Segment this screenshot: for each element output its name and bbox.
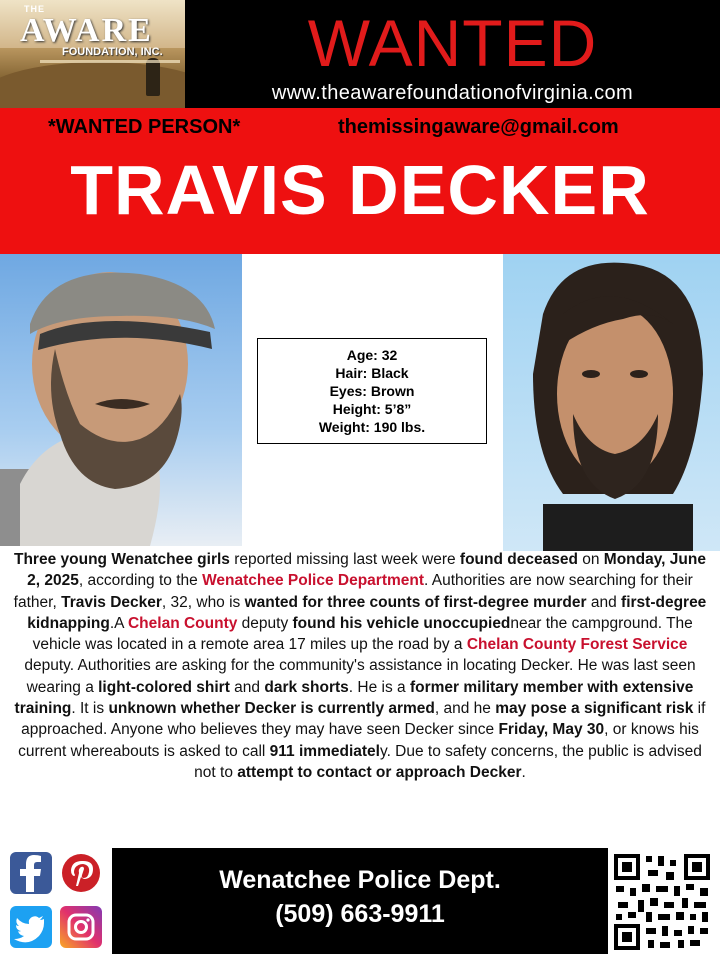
story-segment: near the campground. The vehicle was located in a remote area 17 miles up the road by a — [32, 614, 693, 654]
police-department: Wenatchee Police Dept. — [219, 866, 501, 894]
photo-right-drawing — [503, 254, 720, 551]
story-segment: , or knows his current whereabouts is asked to call — [18, 721, 699, 760]
aware-foundation-logo — [0, 0, 185, 108]
social-icons — [10, 848, 110, 952]
story-segment: , 32, who is — [161, 593, 245, 611]
story-segment: Three young Wenatchee girls — [14, 551, 230, 568]
story-segment: Chelan County — [127, 614, 238, 632]
story-segment: y. Due to safety concerns, the public is advised not to — [194, 742, 702, 781]
instagram-icon[interactable] — [60, 906, 102, 948]
qr-code[interactable] — [612, 852, 712, 952]
email-link[interactable]: themissingaware@gmail.com — [338, 116, 619, 138]
story-segment: found deceased — [459, 551, 578, 568]
description-box — [257, 338, 487, 444]
story-segment: deputy — [237, 614, 293, 632]
story-segment: unknown whether Decker is currently armed — [108, 700, 435, 718]
story-segment: light-colored shirt — [98, 678, 230, 696]
story-segment: . Authorities are now searching for their father, — [13, 572, 693, 611]
story-segment: former military member with extensive training — [14, 678, 694, 718]
story-segment: Friday, May 30 — [498, 721, 605, 739]
phone-number[interactable]: (509) 663-9911 — [275, 900, 445, 928]
story-segment: , according to the — [78, 572, 203, 590]
logo-the: THE — [24, 4, 45, 14]
pinterest-icon[interactable] — [60, 852, 102, 894]
suspect-photo-left — [0, 254, 242, 546]
story-segment: . — [521, 763, 526, 781]
website-link[interactable]: www.theawarefoundationofvirginia.com — [271, 82, 634, 104]
story-segment: if approached. Anyone who believes they may have seen Decker since — [21, 700, 706, 739]
story-segment: and — [229, 678, 265, 696]
age-value: Age: 32 — [346, 347, 398, 363]
hair-value: Hair: Black — [335, 365, 409, 381]
story-segment: dark shorts — [264, 678, 349, 696]
eyes-value: Eyes: Brown — [329, 383, 415, 399]
story-segment: , and he — [434, 700, 496, 718]
story-segment: . He is a — [348, 678, 410, 696]
story-segment: deputy. Authorities are asking for the community's assistance in locating Decker. He was last seen wearing a — [24, 657, 696, 696]
story-segment: Travis Decker — [61, 593, 162, 611]
weight-value: Weight: 190 lbs. — [318, 419, 426, 435]
story-segment: 911 immediatel — [269, 742, 380, 760]
story-segment: attempt to contact or approach Decker — [237, 763, 522, 781]
story-segment: Wenatchee Police Department — [202, 572, 425, 590]
twitter-icon[interactable] — [10, 906, 52, 948]
story-segment: . It is — [71, 700, 109, 718]
logo-figure — [146, 58, 160, 96]
story-segment: reported missing last week were — [229, 551, 460, 568]
logo-tagline-bar — [40, 60, 180, 63]
logo-foundation: FOUNDATION, INC. — [62, 46, 163, 58]
suspect-name: TRAVIS DECKER — [70, 151, 650, 229]
facebook-icon[interactable] — [10, 852, 52, 894]
logo-aware: AWARE — [20, 12, 153, 49]
story-segment: .A — [109, 614, 128, 632]
story-segment: Chelan County Forest Service — [466, 636, 688, 654]
wanted-heading: WANTED — [307, 6, 598, 80]
suspect-photo-right — [503, 254, 720, 551]
story-segment: wanted for three counts of first-degree murder — [244, 593, 587, 611]
case-description-paragraph — [10, 549, 710, 783]
story-segment: first-degree kidnapping — [27, 593, 707, 632]
story-segment: Monday, June 2, 2025 — [27, 551, 706, 590]
story-segment: found his vehicle unoccupied — [292, 614, 511, 632]
photo-left-drawing — [0, 254, 242, 546]
story-segment: and — [586, 593, 622, 611]
height-value: Height: 5’8” — [332, 401, 412, 417]
wanted-person-label: *WANTED PERSON* — [48, 116, 241, 138]
story-segment: on — [577, 551, 604, 568]
qr-code-icon — [612, 852, 712, 952]
story-segment: may pose a significant risk — [495, 700, 694, 718]
